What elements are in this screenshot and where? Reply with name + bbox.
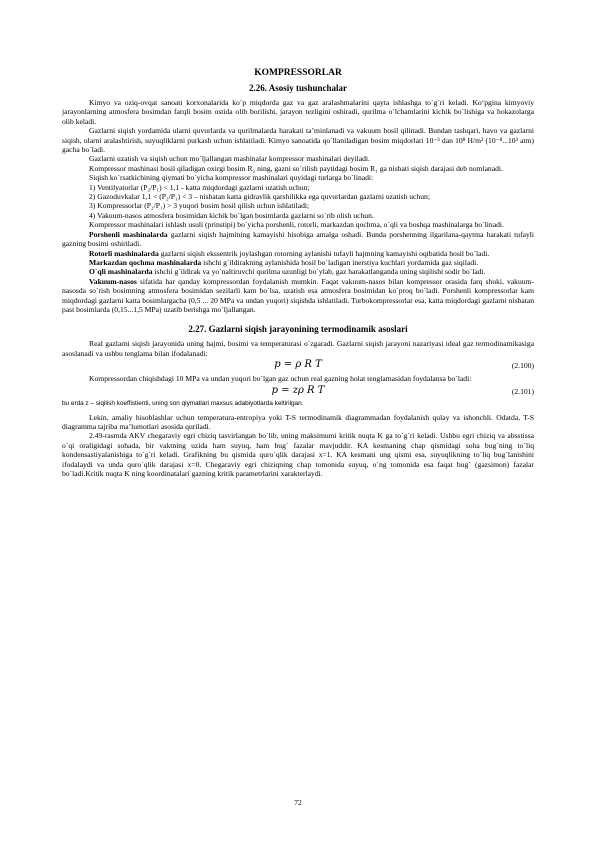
paragraph-vakuum [62, 277, 534, 315]
paragraph-porshenli [62, 230, 534, 249]
text-oqli: ishchi g`ildirak va yo`naltiruvchi qurilma uzunligi bo`ylab, gaz harakatlanganda uning siqilishi sodir bo`ladi. [152, 267, 486, 277]
list-item-4: 4) Vakuum-nasos atmosfera bosimidan kichik bo`lgan bosimlarda gazlarni so`rib olish uchun. [89, 210, 374, 220]
chapter-title: KOMPRESSORLAR [254, 68, 342, 78]
paragraph-4: Kompressor mashinasi hosil qiladigan oxirgi bosim R₂ ning, gazni so`rilish paytidagi bosim R₁ ga nisbati siqish darajasi deb nomlanadi. [89, 163, 503, 173]
paragraph-1: Kimyo va oziq-ovqat sanoati korxonalarida ko`p miqdorda gaz va gaz aralashmalarini qayta ishlashga to`g`ri keladi. Ko‘pgina kimyoviy jarayonlarning atmosfera bosimdan farqli bosim ostida olib borilishi, jarayon tezligini oshiradi, qurilma o`lchamlarini kichik bo`lishiga va hokazolarga olib keladi. [62, 98, 534, 126]
section-title-2-27: 2.27. Gazlarni siqish jarayonining termodinamik asoslari [188, 324, 408, 335]
text-markazdan: ishchi g`ildirakning aylanishida hosil bo`ladigan inerstiya kuchlari yordamida gaz siqiladi. [201, 257, 479, 267]
term-vakuum: Vakuum-nasos [89, 276, 137, 286]
term-porshenli: Porshenli mashinalarda [89, 229, 168, 239]
document-page [62, 60, 534, 478]
paragraph-rotorli [62, 249, 534, 258]
term-rotorli: Rotorli mashinalarda [89, 248, 159, 258]
paragraph-6: Kompressor mashinalari ishlash usuli (prinstipi) bo`yicha porshenli, rotorli, markazdan qochma, o`qli va boshqa mashinalarga bo`linadi. [89, 220, 504, 230]
list-item-1: 1) Ventilyatorlar (P₂/P₁) < 1,1 - katta miqdordagi gazlarni uzatish uchun; [89, 182, 310, 192]
formula-2-100-number: (2.100) [511, 361, 534, 371]
text-porshenli: gazlarni siqish hajmining kamayishi hisobiga amalga oshadi. Bunda porshenning ilgarilana-qaytma harakati tufayli gazning bosimi oshiriladi. [62, 229, 535, 249]
formula-2-101-expression: p = zρ R T [271, 384, 325, 396]
paragraph-5: Siqish ko`rsatkichining qiymati bo`yicha kompressor mashinalari quyidagi turlarga bo`linadi: [89, 173, 374, 183]
text-rotorli: gazlarni siqish ekssentrik joylashgan rotorning aylanishi tufayli hajmning kamayishi oqibatida hosil bo`ladi. [158, 248, 490, 258]
section-title-2-26: 2.26. Asosiy tushunchalar [248, 83, 348, 93]
list-item-3: 3) Kompressorlar (P₂/P₁) > 3 yuqori bosim hosil qilish uchun ishlatiladi; [89, 201, 310, 211]
text-vakuum: sifatida har qanday kompressordan foydalanish mumkin. Faqat vakuum-nasos bilan kompressor orasida farq shuki, vakuum-nasosda so`rish bosimning atmosfera bosimidan sezilarli kam bo`lsa, uzatish esa atmosfera bosimidan ko`proq bo`ladi. Porshenli kompressorlar kam miqdordagi gazlarni katta bosimlargacha (0,5 ... 20 MPa va undan yuqori) siqishda ishlatiladi. Turbokompressorlar esa, katta miqdordagi gazlarni nisbatan past bosimlarda (0,15...1,5 MPa) uzatib berishga mo`ljallangan. [62, 276, 534, 314]
paragraph-3: Gazlarni uzatish va siqish uchun mo`ljallangan mashinalar kompressor mashinalari deyiladi. [89, 154, 370, 164]
formula-note: bu erda z – siqilish koeffistienti, uning son qiymatlari maxsus adabiyotlarda keltirilgan. [62, 399, 304, 407]
page-number: 72 [294, 798, 302, 807]
paragraph-oqli [62, 267, 534, 276]
term-markazdan: Markazdan qochma mashinalarda [89, 257, 202, 267]
paragraph-12: Real gazlarni siqish jarayonida uning hajmi, bosimi va temperaturasi o`zgaradi. Gazlarni siqish jarayoni nazariyasi ideal gaz termodinamikasiga asoslanadi va ushbu tenglama bilan ifodalanadi: [62, 339, 534, 358]
list-item-2: 2) Gazoduvkalar 1,1 < (P₂/P₁) < 3 – nisbatan katta gidravlik qarshilikka ega quvurlardan gazlarni uzatish uchun; [89, 192, 430, 202]
formula-2-101-number: (2.101) [511, 386, 534, 396]
formula-2-101 [62, 385, 534, 398]
formula-2-100-expression: p = ρ R T [274, 359, 322, 371]
paragraph-13: Kompressordan chiqishdagi 10 MPa va undan yuqori bo`lgan gaz uchun real gazning holat tenglamasidan foydalansa bo`ladi: [89, 374, 472, 384]
formula-2-100 [62, 359, 534, 372]
term-oqli: O`qli mashinalarda [89, 267, 153, 277]
paragraph-14: Lekin, amaliy hisoblashlar uchun temperatura-entropiya yoki T-S termodinamik diagrammadan foydalanish qulay va ishonchli. Odatda, T-S diagramma tajriba ma’lumotlari asosida quriladi. [62, 412, 534, 431]
paragraph-2: Gazlarni siqish yordamida ularni quvurlarda va qurilmalarda harakati ta’minlanadi va vakuum hosil qilinadi. Bundan tashqari, havo va gazlarni siqish, ularni aralashtirish, suyuqliklarni purkash uchun ishlatiladi. Kimyo sanoatida qo`llaniladigan bosim miqdorlari 10⁻³ dan 10⁸ H/m² (10⁻⁸...10³ atm) gacha bo`ladi. [62, 126, 534, 155]
paragraph-15: 2.49-rasmda AKV chegaraviy egri chiziq tasvirlangan bo`lib, uning maksimumi kritik nuqta K ga to`g`ri keladi. Ushbu egri chiziq va absstissa o`qi oraligidagi sohada, bir vaktning uzida ham suyuq, ham bug` fazalar mavjuddir. KA kesmaning chap qismidagi soha bug`ning to`liq kondensastiyalanishiga to`g`ri keladi. Grafikning bu qismida quro`qlik darajasi x=1. KA kesmani ung qismi esa, suyuqlikning to`liq bug`lanishini ifodalaydi va unda quro`qlik darajasi x=0. Chegaraviy egri chiziqning chap tomonida suyuq, o`ng tomonida esa faqat bug` (gazsimon) fazalar bo`ladi.Kritik nuqta K ning koordinatalari gazning kritik parametrlarini xarakterlaydi. [62, 431, 534, 478]
paragraph-markazdan [62, 258, 534, 267]
